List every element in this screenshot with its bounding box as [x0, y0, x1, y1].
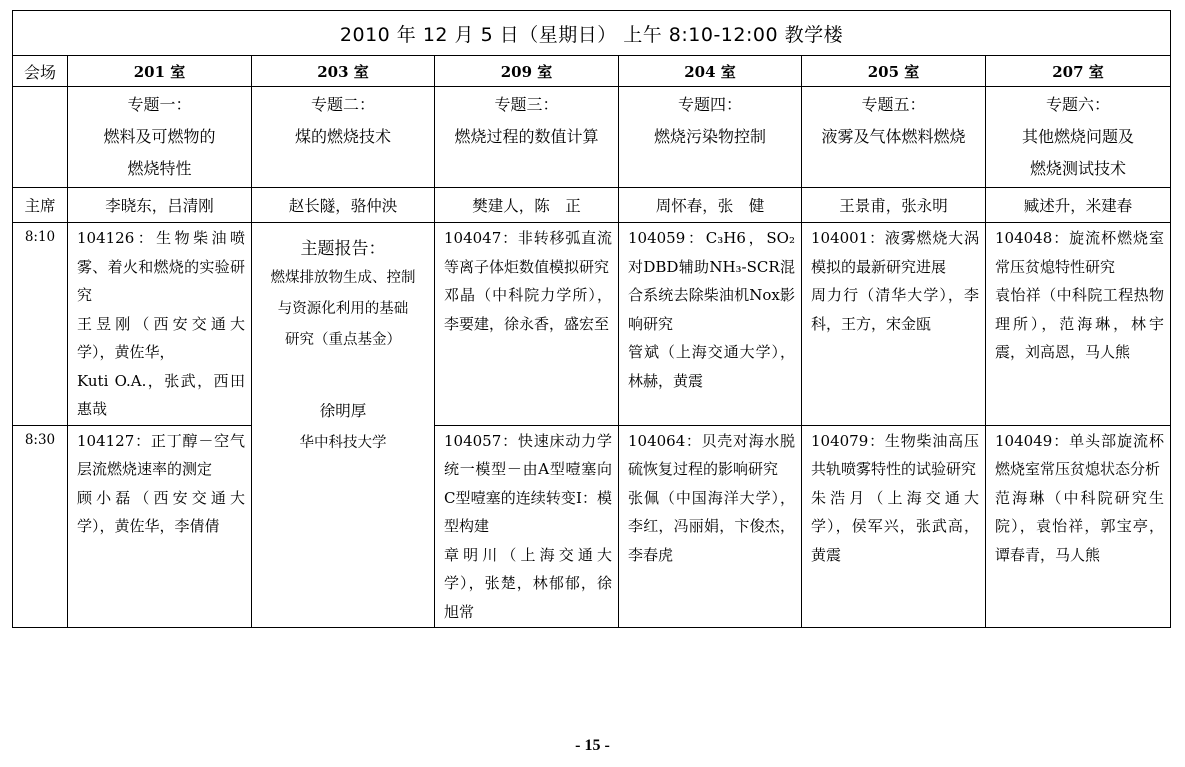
chair-names: 赵长隧，骆仲泱 [252, 188, 435, 223]
topic-title: 燃料及可燃物的 [103, 127, 216, 146]
paper-entry [619, 223, 802, 426]
topic-title: 其他燃烧问题及 [1021, 127, 1134, 146]
topic-heading: 专题五： [861, 95, 926, 114]
topic-heading: 专题一： [127, 95, 192, 114]
chair-row [13, 188, 1171, 223]
paper-text: 104047：非转移弧直流等离子体炬数值模拟研究 邓晶（中科院力学所），李要建，徐永香，盛宏至 [444, 229, 612, 333]
topic-5 [802, 87, 986, 188]
paper-entry [986, 223, 1171, 426]
paper-text: 104126：生物柴油喷雾、着火和燃烧的实验研究 王昱刚（西安交通大学），黄佐华， Kuti O.A.，张武，西田惠哉 [77, 229, 245, 418]
room-header-row [13, 56, 1171, 87]
paper-entry [435, 223, 619, 426]
keynote-topic: 燃煤排放物生成、控制 [270, 270, 416, 286]
paper-entry [986, 425, 1171, 628]
time-slot: 8:10 [13, 223, 68, 426]
topic-title: 燃烧特性 [127, 159, 192, 178]
topic-heading: 专题六： [1045, 95, 1110, 114]
room-201: 201 室 [68, 56, 252, 87]
paper-entry [802, 425, 986, 628]
keynote-topic: 研究（重点基金） [285, 332, 401, 348]
chair-names: 樊建人，陈 正 [435, 188, 619, 223]
room-204: 204 室 [619, 56, 802, 87]
topic-heading: 专题四： [677, 95, 742, 114]
room-203: 203 室 [252, 56, 435, 87]
chair-names: 李晓东，吕清刚 [68, 188, 252, 223]
topic-1 [68, 87, 252, 188]
slot-row-1 [13, 223, 1171, 426]
keynote-speaker: 徐明厚 [319, 402, 367, 420]
topic-label-empty [13, 87, 68, 188]
time-slot: 8:30 [13, 425, 68, 628]
topic-4 [619, 87, 802, 188]
keynote-title: 主题报告： [300, 239, 386, 259]
room-209: 209 室 [435, 56, 619, 87]
venue-label: 会场 [13, 56, 68, 87]
paper-text: 104059：C₃H6，SO₂对DBD辅助NH₃-SCR混合系统去除柴油机Nox影响研究 管斌（上海交通大学），林赫，黄震 [628, 229, 795, 390]
keynote-topic: 与资源化利用的基础 [277, 301, 409, 317]
page-number: - 15 - [575, 737, 610, 754]
chair-label: 主席 [13, 188, 68, 223]
topic-title: 燃烧测试技术 [1029, 159, 1126, 178]
paper-entry [435, 425, 619, 628]
paper-text: 104057：快速床动力学统一模型－由A型噎塞向C型噎塞的连续转变Ⅰ：模型构建 章明川（上海交通大学），张楚，林郁郁，徐旭常 [444, 431, 612, 621]
topic-title: 煤的燃烧技术 [294, 127, 391, 146]
topic-title: 燃烧过程的数值计算 [454, 127, 599, 146]
slot-row-2 [13, 425, 1171, 628]
topic-row [13, 87, 1171, 188]
paper-text: 104079：生物柴油高压共轨喷雾特性的试验研究 朱浩月（上海交通大学），侯军兴，张武高，黄震 [811, 431, 979, 564]
chair-names: 周怀春，张 健 [619, 188, 802, 223]
topic-3 [435, 87, 619, 188]
room-207: 207 室 [986, 56, 1171, 87]
chair-names: 王景甫，张永明 [802, 188, 986, 223]
keynote-cell [252, 223, 435, 628]
keynote-affiliation: 华中科技大学 [299, 435, 387, 451]
topic-2 [252, 87, 435, 188]
paper-entry [68, 223, 252, 426]
paper-entry [802, 223, 986, 426]
topic-6 [986, 87, 1171, 188]
paper-entry [619, 425, 802, 628]
paper-text: 104048：旋流杯燃烧室常压贫熄特性研究 袁怡祥（中科院工程热物理所），范海琳，林宇震，刘高恩，马人熊 [995, 229, 1164, 361]
room-205: 205 室 [802, 56, 986, 87]
paper-text: 104049：单头部旋流杯燃烧室常压贫熄状态分析 范海琳（中科院研究生院），袁怡祥，郭宝亭，谭春青，马人熊 [995, 431, 1164, 564]
topic-title: 燃烧污染物控制 [653, 127, 766, 146]
schedule-title: 2010 年 12 月 5 日（星期日） 上午 8:10-12:00 教学楼 [13, 11, 1171, 56]
paper-text: 104064：贝壳对海水脱硫恢复过程的影响研究 张佩（中国海洋大学），李红，冯丽娟，卞俊杰，李春虎 [628, 431, 795, 564]
chair-names: 臧述升，米建春 [986, 188, 1171, 223]
paper-entry [68, 425, 252, 628]
topic-heading: 专题二： [310, 95, 375, 114]
topic-heading: 专题三： [494, 95, 559, 114]
topic-title: 液雾及气体燃料燃烧 [821, 127, 966, 146]
paper-text: 104127：正丁醇－空气层流燃烧速率的测定 顾小磊（西安交通大学），黄佐华，李倩倩 [77, 431, 245, 535]
schedule-table [12, 10, 1171, 628]
paper-text: 104001：液雾燃烧大涡模拟的最新研究进展 周力行（清华大学），李科，王方，宋金瓯 [811, 229, 979, 333]
